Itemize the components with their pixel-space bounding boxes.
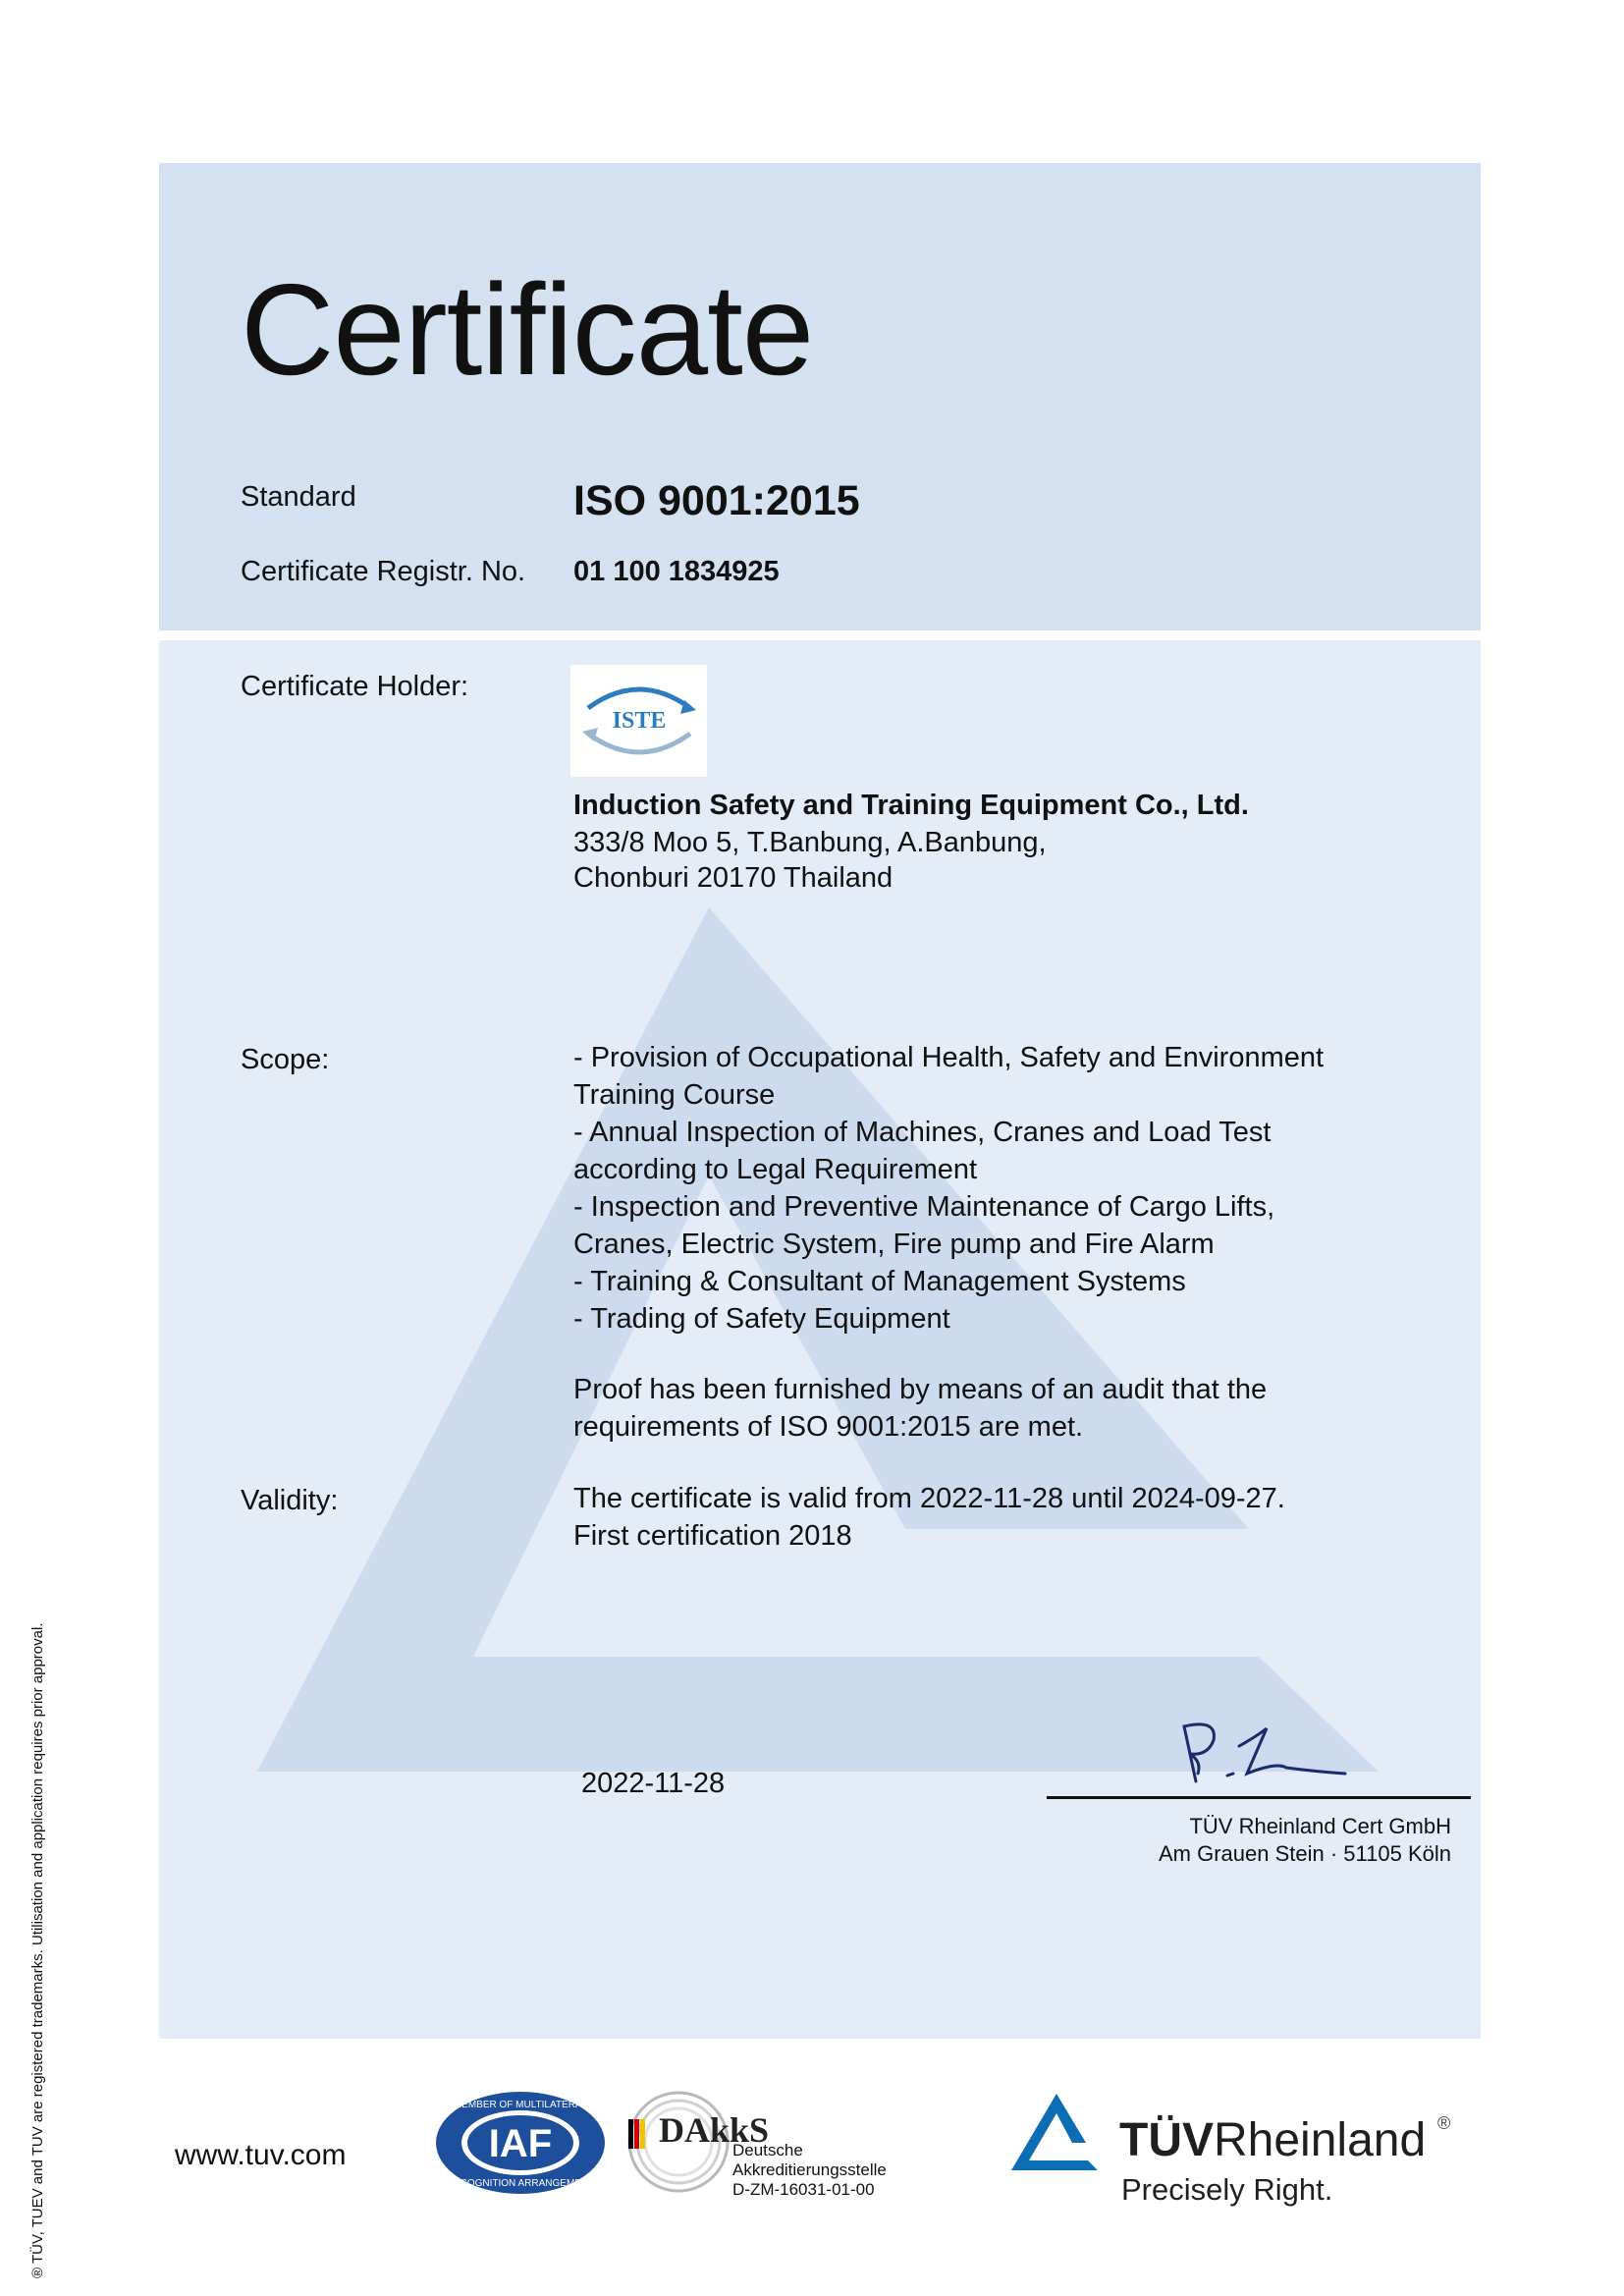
holder-address-line-2: Chonburi 20170 Thailand	[573, 862, 893, 894]
holder-company: Induction Safety and Training Equipment Co., Ltd.	[573, 790, 1249, 821]
dakks-line: Deutsche	[732, 2141, 803, 2159]
signature-line	[1047, 1796, 1471, 1799]
holder-logo	[570, 665, 707, 777]
issuer-block	[1159, 1813, 1451, 1868]
proof-line: Proof has been furnished by means of an audit that the	[573, 1374, 1268, 1405]
scope-line: Training Course	[573, 1079, 776, 1111]
tuv-brand: TÜVRheinland	[1119, 2114, 1427, 2166]
scope-line: - Provision of Occupational Health, Safety and Environment	[573, 1042, 1325, 1073]
tuv-slogan: Precisely Right.	[1121, 2172, 1333, 2207]
issuer-address: Am Grauen Stein · 51105 Köln	[1159, 1841, 1451, 1866]
issue-date: 2022-11-28	[581, 1768, 726, 1799]
iaf-logo-icon	[432, 2088, 609, 2198]
holder-address-line-1: 333/8 Moo 5, T.Banbung, A.Banbung,	[573, 827, 1047, 858]
holder-label: Certificate Holder:	[241, 671, 469, 702]
validity-line: The certificate is valid from 2022-11-28 until 2024-09-27.	[573, 1483, 1285, 1514]
registration-label: Certificate Registr. No.	[241, 556, 526, 587]
validity-text	[573, 1480, 1285, 1555]
scope-line: Cranes, Electric System, Fire pump and Fire Alarm	[573, 1229, 1215, 1260]
proof-line: requirements of ISO 9001:2015 are met.	[573, 1411, 1084, 1443]
dakks-line: Akkreditierungsstelle	[732, 2160, 887, 2179]
footer-url: www.tuv.com	[175, 2139, 347, 2171]
tuv-registered-mark: ®	[1437, 2113, 1451, 2133]
logo-text: ISTE	[612, 708, 667, 734]
validity-label: Validity:	[241, 1485, 339, 1516]
registration-value: 01 100 1834925	[573, 556, 780, 587]
signature-icon	[1168, 1717, 1355, 1795]
svg-text:RECOGNITION ARRANGEMENT: RECOGNITION ARRANGEMENT	[446, 2178, 595, 2189]
standard-label: Standard	[241, 481, 356, 513]
scope-line: - Trading of Safety Equipment	[573, 1303, 950, 1335]
scope-line: - Annual Inspection of Machines, Cranes and Load Test	[573, 1117, 1272, 1148]
tuv-triangle-icon	[1009, 2092, 1104, 2176]
standard-value: ISO 9001:2015	[573, 477, 860, 524]
scope-list	[573, 1039, 1324, 1338]
scope-line: - Training & Consultant of Management Systems	[573, 1266, 1186, 1297]
dakks-line: D-ZM-16031-01-00	[732, 2180, 875, 2199]
dakks-details	[732, 2141, 887, 2200]
svg-text:MEMBER OF MULTILATERAL: MEMBER OF MULTILATERAL	[453, 2100, 588, 2110]
scope-line: - Inspection and Preventive Maintenance of Cargo Lifts,	[573, 1191, 1275, 1223]
scope-label: Scope:	[241, 1044, 330, 1075]
dakks-name: DAkkS	[659, 2110, 770, 2150]
iste-logo-icon	[570, 665, 707, 777]
scope-line: according to Legal Requirement	[573, 1154, 978, 1185]
svg-text:IAF: IAF	[488, 2122, 553, 2165]
certificate-title: Certificate	[241, 257, 814, 402]
audit-proof	[573, 1371, 1267, 1446]
trademark-note: ® TÜV, TUEV and TUV are registered trademarks. Utilisation and application requires prior approval.	[29, 1622, 46, 2278]
issuer-name: TÜV Rheinland Cert GmbH	[1189, 1814, 1451, 1838]
validity-line: First certification 2018	[573, 1520, 852, 1552]
